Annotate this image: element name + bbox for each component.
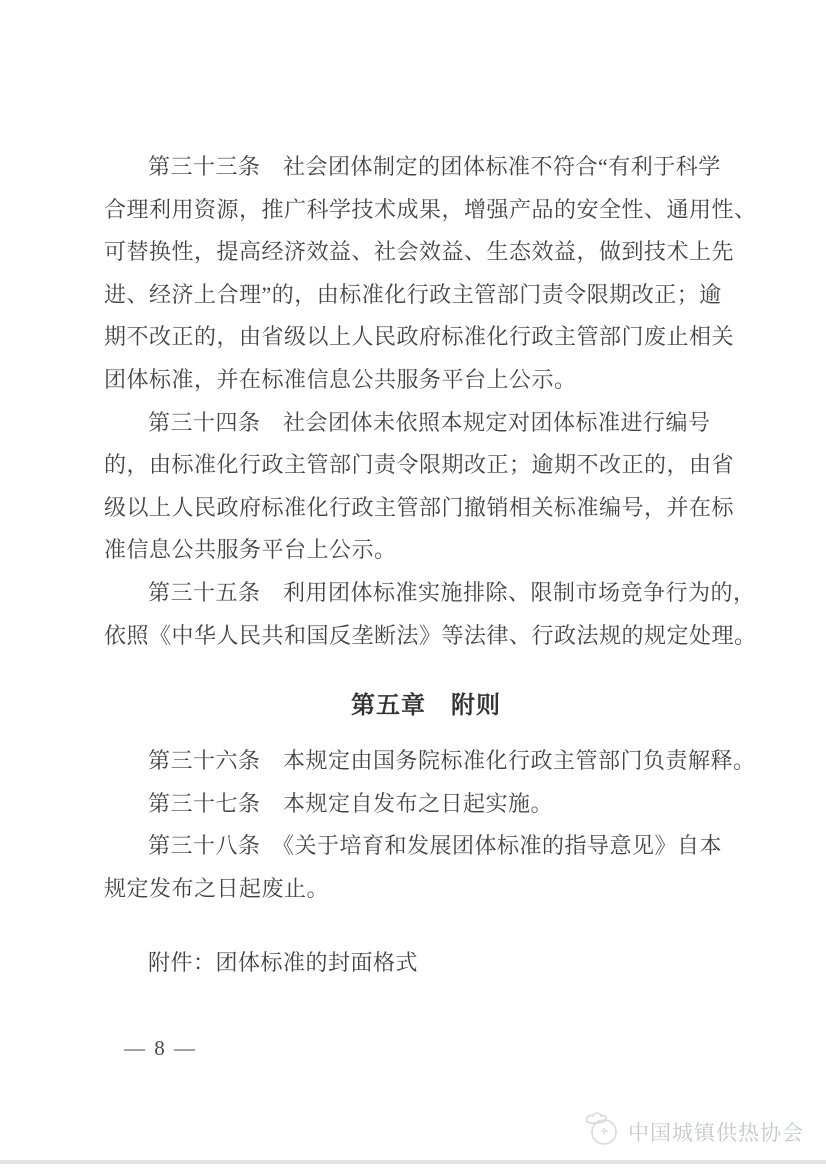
article-33-line-2: 合理利用资源，推广科学技术成果，增强产品的安全性、通用性、 <box>104 196 757 222</box>
article-33-line-6: 团体标准，并在标准信息公共服务平台上公示。 <box>104 366 577 392</box>
attachment-note <box>104 942 748 985</box>
article-38-line-2: 规定发布之日起废止。 <box>104 875 330 901</box>
article-33-line-4: 进、经济上合理”的，由标准化行政主管部门责令限期改正；逾 <box>104 281 722 307</box>
article-34 <box>104 402 748 572</box>
article-35 <box>104 572 757 657</box>
footer <box>581 1110 804 1153</box>
article-37-line-1: 第三十七条 本规定自发布之日起实施。 <box>148 790 554 816</box>
article-34-line-4: 准信息公共服务平台上公示。 <box>104 537 397 563</box>
article-33-line-1: 第三十三条 社会团体制定的团体标准不符合“有利于科学 <box>148 154 721 179</box>
article-34-line-3: 级以上人民政府标准化行政主管部门撤销相关标准编号，并在标 <box>104 494 735 520</box>
article-37 <box>104 783 748 826</box>
association-logo-icon <box>581 1110 621 1153</box>
article-36 <box>104 740 756 783</box>
article-34-line-2: 的，由标准化行政主管部门责令限期改正；逾期不改正的，由省 <box>104 452 735 478</box>
article-36-line-1: 第三十六条 本规定由国务院标准化行政主管部门负责解释。 <box>148 748 756 774</box>
attachment-note-line-1: 附件：团体标准的封面格式 <box>148 949 419 975</box>
article-33-line-3: 可替换性，提高经济效益、社会效益、生态效益，做到技术上先 <box>104 239 735 265</box>
article-33 <box>104 146 757 402</box>
page-number: — 8 — <box>124 1036 197 1060</box>
footer-org-name: 中国城镇供热协会 <box>628 1121 804 1145</box>
article-38 <box>104 825 748 910</box>
article-35-line-2: 依照《中华人民共和国反垄断法》等法律、行政法规的规定处理。 <box>104 622 757 648</box>
article-34-line-1: 第三十四条 社会团体未依照本规定对团体标准进行编号 <box>148 409 711 435</box>
document-body <box>104 146 757 984</box>
bottom-divider <box>0 1160 826 1164</box>
article-35-line-1: 第三十五条 利用团体标准实施排除、限制市场竞争行为的， <box>148 579 756 605</box>
article-33-line-5: 期不改正的，由省级以上人民政府标准化行政主管部门废止相关 <box>104 324 735 350</box>
article-38-line-1: 第三十八条 《关于培育和发展团体标准的指导意见》自本 <box>148 833 723 859</box>
chapter-5-heading: 第五章 附则 <box>351 693 501 720</box>
